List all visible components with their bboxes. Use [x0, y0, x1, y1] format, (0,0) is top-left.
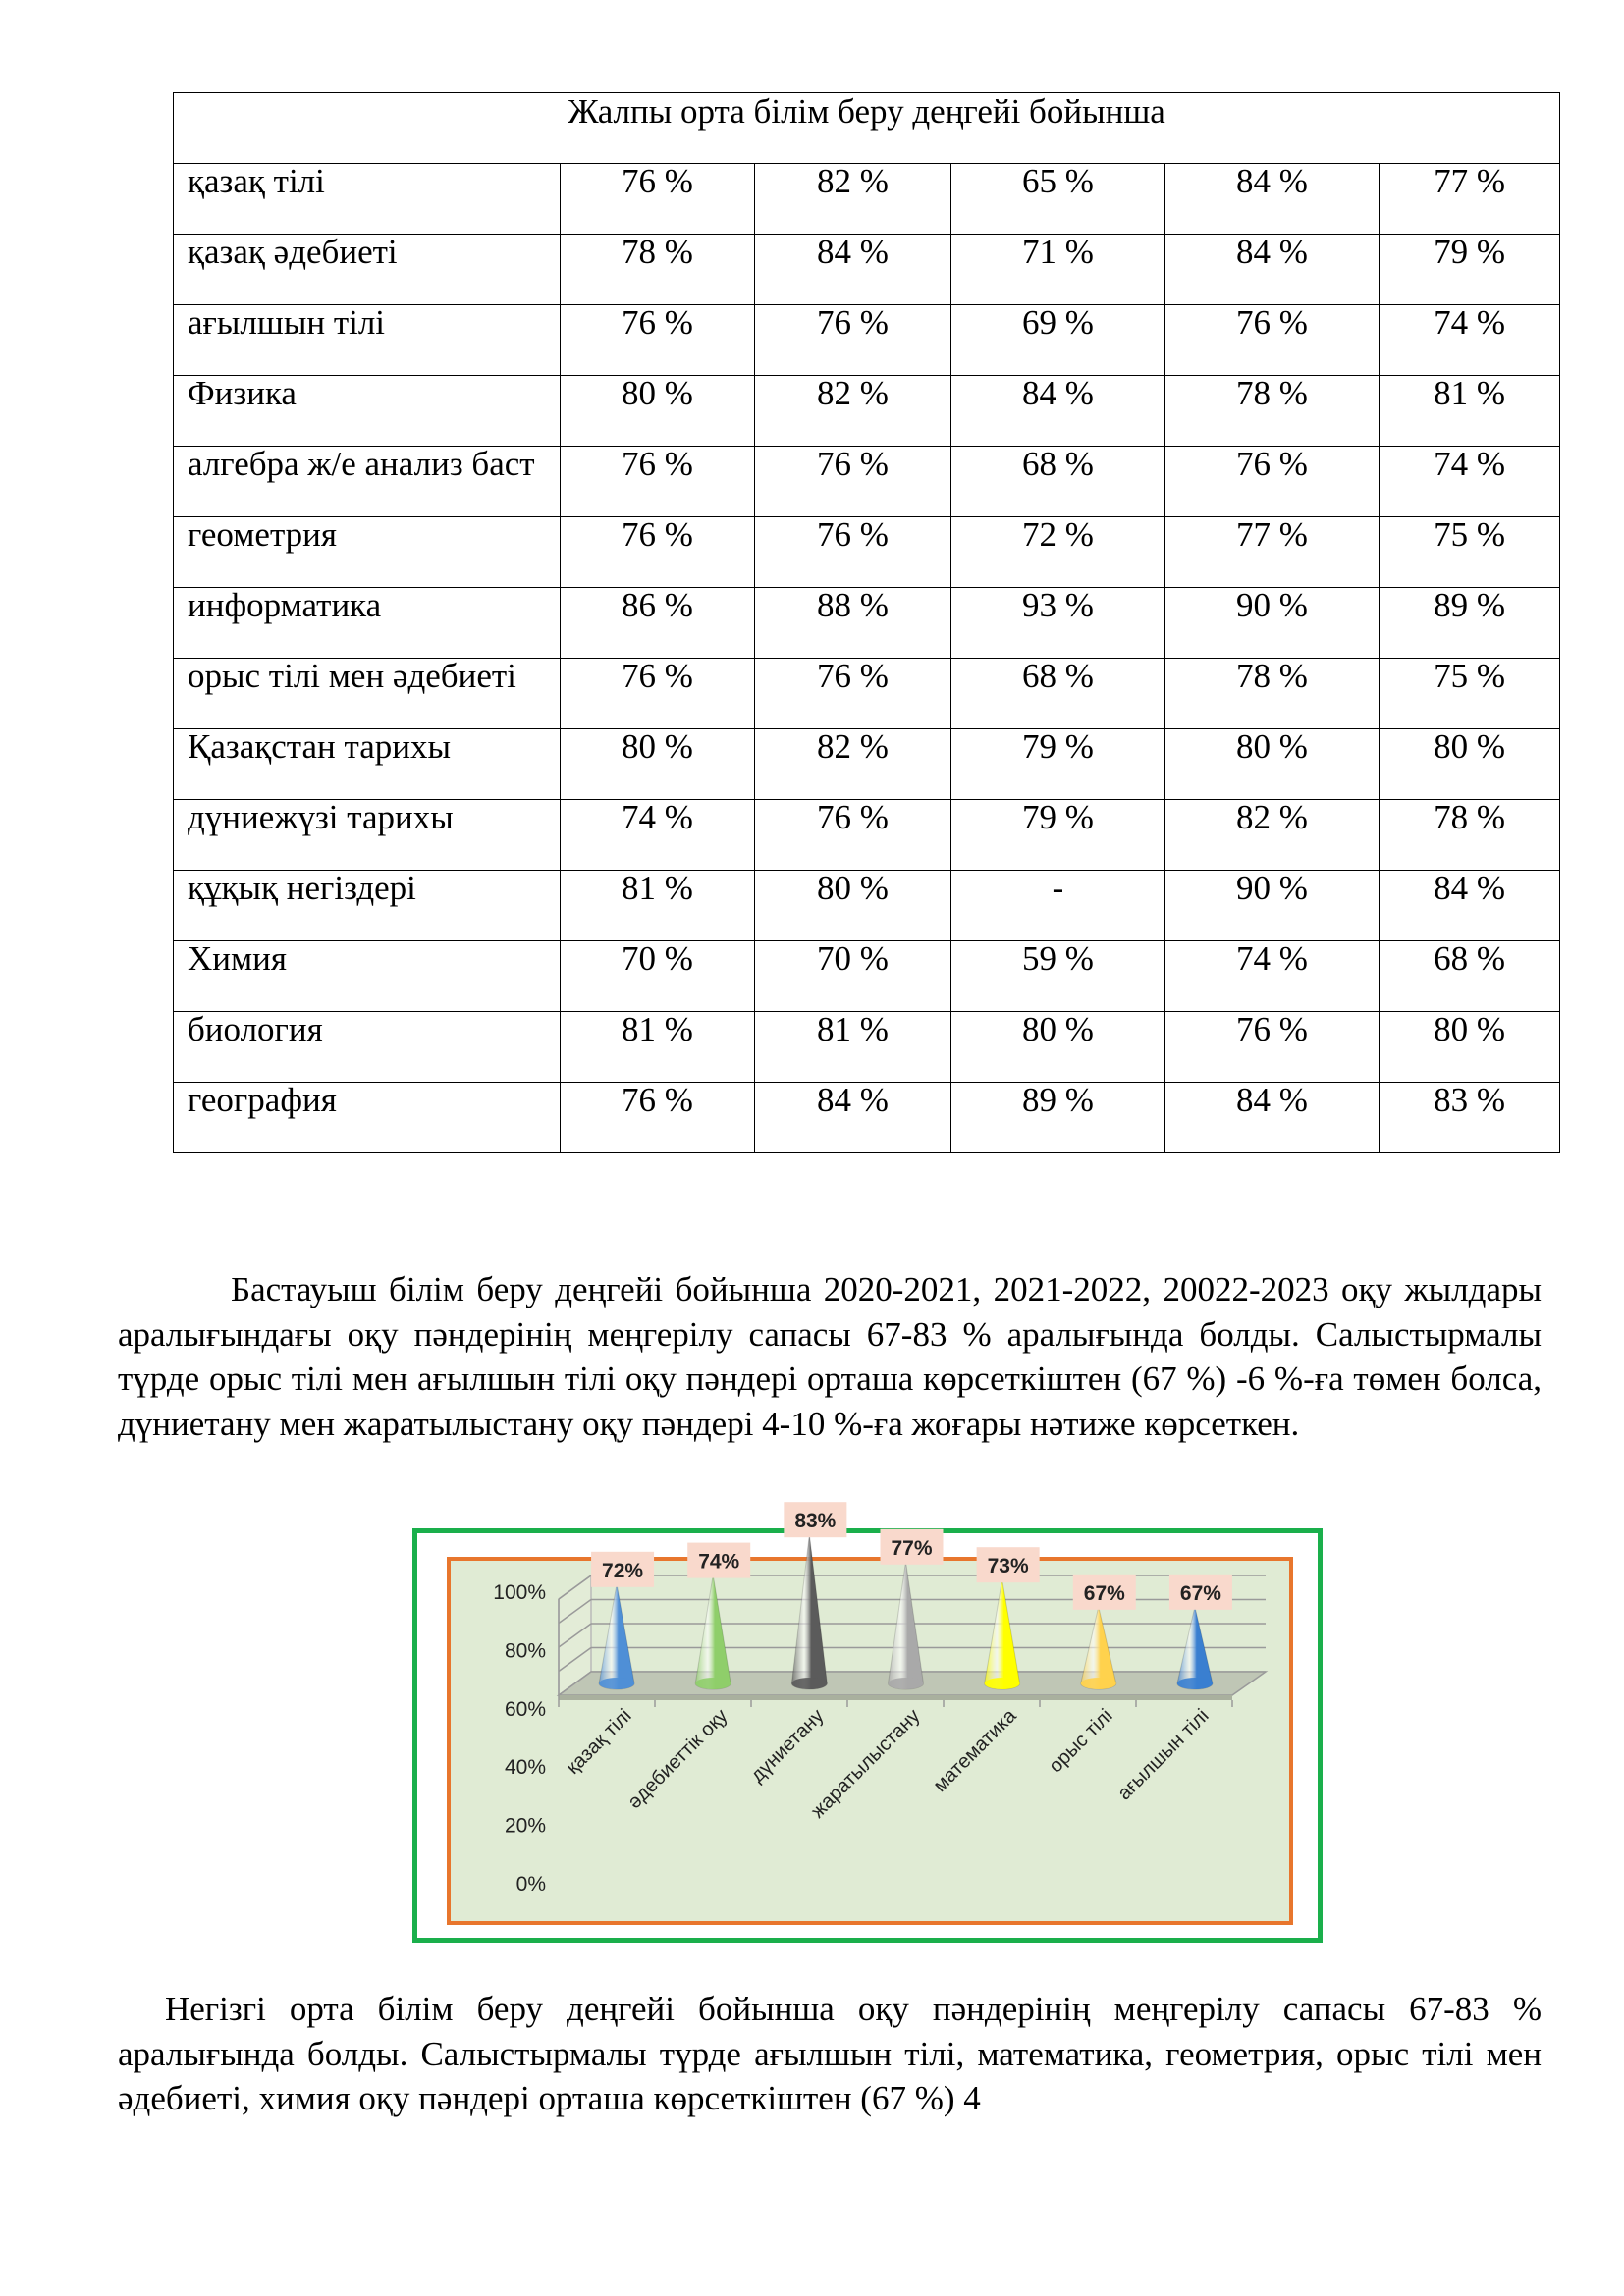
value-cell-1-text: 76 % [622, 1081, 693, 1119]
table-row [174, 164, 1560, 235]
value-cell-1 [561, 447, 755, 517]
subject-cell [174, 376, 561, 447]
value-cell-2 [755, 1012, 951, 1083]
subject-cell-text: дүниежүзі тарихы [188, 798, 454, 836]
value-cell-1 [561, 517, 755, 588]
value-cell-4-text: 82 % [1236, 798, 1308, 836]
value-cell-3-text: 68 % [1022, 445, 1094, 483]
subject-cell [174, 164, 561, 235]
value-cell-4 [1165, 517, 1380, 588]
data-label [977, 1547, 1040, 1582]
value-cell-1-text: 76 % [622, 657, 693, 695]
value-cell-3 [951, 659, 1165, 729]
data-label-text: 74% [698, 1550, 740, 1574]
value-cell-2 [755, 588, 951, 659]
subject-cell [174, 729, 561, 800]
cone-base [791, 1678, 827, 1689]
table-row [174, 659, 1560, 729]
value-cell-3 [951, 305, 1165, 376]
value-cell-2 [755, 729, 951, 800]
value-cell-5-text: 75 % [1434, 657, 1505, 695]
value-cell-4 [1165, 235, 1380, 305]
value-cell-1 [561, 1012, 755, 1083]
value-cell-2 [755, 800, 951, 871]
value-cell-2-text: 80 % [817, 869, 889, 907]
value-cell-1-text: 86 % [622, 586, 693, 624]
value-cell-5-text: 83 % [1434, 1081, 1505, 1119]
data-label [1169, 1575, 1232, 1610]
value-cell-5 [1380, 1012, 1560, 1083]
data-label [591, 1552, 654, 1587]
value-cell-4 [1165, 941, 1380, 1012]
value-cell-1 [561, 659, 755, 729]
data-label-text: 67% [1179, 1581, 1221, 1605]
category-label: қазақ тілі [562, 1704, 636, 1779]
cone-base [985, 1678, 1020, 1689]
subject-cell [174, 588, 561, 659]
value-cell-1-text: 80 % [622, 374, 693, 412]
subject-cell-text: Химия [188, 939, 287, 978]
subject-cell-text: ағылшын тілі [188, 303, 386, 342]
value-cell-1-text: 81 % [622, 869, 693, 907]
subject-cell [174, 305, 561, 376]
category-label: ағылшын тілі [1113, 1704, 1214, 1805]
value-cell-4-text: 84 % [1236, 162, 1308, 200]
value-cell-2 [755, 447, 951, 517]
value-cell-5-text: 68 % [1434, 939, 1505, 978]
cone-base [1177, 1678, 1213, 1689]
value-cell-5 [1380, 447, 1560, 517]
value-cell-2 [755, 517, 951, 588]
value-cell-4 [1165, 588, 1380, 659]
subject-cell-text: орыс тілі мен әдебиеті [188, 657, 516, 695]
table-row [174, 871, 1560, 941]
subject-cell-text: құқық негіздері [188, 869, 416, 907]
value-cell-1 [561, 729, 755, 800]
value-cell-2-text: 76 % [817, 303, 889, 342]
cone-base [695, 1678, 731, 1689]
value-cell-2-text: 88 % [817, 586, 889, 624]
table-row [174, 376, 1560, 447]
value-cell-5 [1380, 517, 1560, 588]
value-cell-3 [951, 1083, 1165, 1153]
value-cell-5-text: 84 % [1434, 869, 1505, 907]
value-cell-3-text: 65 % [1022, 162, 1094, 200]
value-cell-4-text: 90 % [1236, 586, 1308, 624]
value-cell-1-text: 76 % [622, 162, 693, 200]
value-cell-5-text: 75 % [1434, 515, 1505, 554]
table-row [174, 1083, 1560, 1153]
value-cell-4 [1165, 800, 1380, 871]
table-header-row [174, 93, 1560, 164]
value-cell-1 [561, 235, 755, 305]
value-cell-2 [755, 376, 951, 447]
data-label-text: 77% [891, 1536, 933, 1560]
cone-bar [889, 1562, 924, 1689]
data-label [687, 1543, 750, 1578]
value-cell-4 [1165, 1012, 1380, 1083]
subject-cell-text: қазақ тілі [188, 162, 325, 200]
value-cell-5-text: 80 % [1434, 1010, 1505, 1048]
y-tick-label: 80% [504, 1639, 546, 1663]
value-cell-4-text: 78 % [1236, 657, 1308, 695]
value-cell-2 [755, 659, 951, 729]
value-cell-5 [1380, 305, 1560, 376]
value-cell-5 [1380, 941, 1560, 1012]
value-cell-4 [1165, 1083, 1380, 1153]
value-cell-3 [951, 1012, 1165, 1083]
table-row [174, 1012, 1560, 1083]
cone-body [695, 1575, 731, 1689]
category-label: математика [929, 1704, 1021, 1797]
value-cell-3-text: 80 % [1022, 1010, 1094, 1048]
value-cell-2-text: 82 % [817, 727, 889, 766]
value-cell-3-text: - [1052, 869, 1064, 907]
value-cell-4-text: 78 % [1236, 374, 1308, 412]
value-cell-4-text: 76 % [1236, 445, 1308, 483]
value-cell-1 [561, 1083, 755, 1153]
value-cell-3 [951, 588, 1165, 659]
table-row [174, 305, 1560, 376]
subject-cell [174, 517, 561, 588]
value-cell-5 [1380, 376, 1560, 447]
table-row [174, 517, 1560, 588]
subject-cell-text: биология [188, 1010, 323, 1048]
cone-bar [985, 1579, 1020, 1689]
table-row [174, 588, 1560, 659]
value-cell-3 [951, 800, 1165, 871]
value-cell-1 [561, 871, 755, 941]
subject-cell [174, 659, 561, 729]
value-cell-4 [1165, 376, 1380, 447]
y-tick-label: 0% [515, 1873, 546, 1896]
chart-floor-edge [559, 1695, 1232, 1700]
y-tick-label: 60% [504, 1697, 546, 1721]
value-cell-5 [1380, 1083, 1560, 1153]
data-label [1073, 1575, 1136, 1610]
value-cell-5-text: 77 % [1434, 162, 1505, 200]
category-label: орыс тілі [1045, 1704, 1117, 1778]
value-cell-4 [1165, 164, 1380, 235]
value-cell-1-text: 76 % [622, 445, 693, 483]
table-row [174, 941, 1560, 1012]
subject-cell [174, 447, 561, 517]
value-cell-3 [951, 871, 1165, 941]
value-cell-4-text: 76 % [1236, 303, 1308, 342]
cone-body [889, 1562, 924, 1689]
cone-base [599, 1678, 634, 1689]
value-cell-4 [1165, 305, 1380, 376]
category-label: әдебиеттік оқу [623, 1704, 732, 1814]
value-cell-2-text: 81 % [817, 1010, 889, 1048]
cone-base [889, 1678, 924, 1689]
value-cell-4-text: 77 % [1236, 515, 1308, 554]
value-cell-5-text: 89 % [1434, 586, 1505, 624]
cone-body [985, 1579, 1020, 1689]
data-label-text: 67% [1083, 1581, 1125, 1605]
value-cell-2-text: 84 % [817, 233, 889, 271]
category-label: дүниетану [746, 1704, 829, 1788]
value-cell-2-text: 76 % [817, 657, 889, 695]
subject-cell-text: Қазақстан тарихы [188, 727, 452, 766]
value-cell-3-text: 71 % [1022, 233, 1094, 271]
value-cell-5-text: 79 % [1434, 233, 1505, 271]
data-label-text: 83% [794, 1510, 837, 1533]
value-cell-3 [951, 517, 1165, 588]
value-cell-3-text: 59 % [1022, 939, 1094, 978]
value-cell-1-text: 78 % [622, 233, 693, 271]
subject-cell [174, 941, 561, 1012]
subject-cell [174, 235, 561, 305]
value-cell-1-text: 80 % [622, 727, 693, 766]
subject-cell-text: информатика [188, 586, 382, 624]
value-cell-2 [755, 941, 951, 1012]
value-cell-1-text: 70 % [622, 939, 693, 978]
value-cell-1 [561, 941, 755, 1012]
value-cell-2 [755, 235, 951, 305]
cone-base [1081, 1678, 1116, 1689]
value-cell-1 [561, 588, 755, 659]
value-cell-5-text: 74 % [1434, 445, 1505, 483]
value-cell-5 [1380, 235, 1560, 305]
y-axis-ticks [493, 1581, 546, 1896]
y-tick-label: 40% [504, 1756, 546, 1780]
table-row [174, 235, 1560, 305]
subject-cell [174, 1012, 561, 1083]
value-cell-2-text: 70 % [817, 939, 889, 978]
value-cell-3-text: 89 % [1022, 1081, 1094, 1119]
value-cell-4-text: 74 % [1236, 939, 1308, 978]
category-label: жаратылыстану [807, 1704, 925, 1823]
value-cell-4-text: 90 % [1236, 869, 1308, 907]
subject-cell-text: қазақ әдебиеті [188, 233, 398, 271]
subject-cell [174, 871, 561, 941]
data-label [784, 1502, 846, 1537]
value-cell-4-text: 80 % [1236, 727, 1308, 766]
value-cell-1 [561, 376, 755, 447]
value-cell-1-text: 76 % [622, 515, 693, 554]
subject-cell-text: Физика [188, 374, 297, 412]
value-cell-4 [1165, 729, 1380, 800]
table-row [174, 447, 1560, 517]
value-cell-2 [755, 305, 951, 376]
value-cell-3-text: 84 % [1022, 374, 1094, 412]
value-cell-5-text: 74 % [1434, 303, 1505, 342]
value-cell-3-text: 69 % [1022, 303, 1094, 342]
value-cell-5 [1380, 588, 1560, 659]
value-cell-3-text: 79 % [1022, 798, 1094, 836]
value-cell-2 [755, 1083, 951, 1153]
value-cell-2-text: 82 % [817, 162, 889, 200]
value-cell-3-text: 68 % [1022, 657, 1094, 695]
value-cell-1-text: 74 % [622, 798, 693, 836]
value-cell-5-text: 81 % [1434, 374, 1505, 412]
value-cell-5 [1380, 659, 1560, 729]
value-cell-3 [951, 729, 1165, 800]
value-cell-2-text: 76 % [817, 515, 889, 554]
value-cell-5 [1380, 800, 1560, 871]
table-row [174, 800, 1560, 871]
y-tick-label: 20% [504, 1814, 546, 1838]
value-cell-1-text: 76 % [622, 303, 693, 342]
value-cell-2-text: 82 % [817, 374, 889, 412]
paragraph-basic-level: Негізгі орта білім беру деңгейі бойынша оқу пәндерінің меңгерілу сапасы 67-83 % аралығында болды. Салыстырмалы түрде ағылшын тілі, математика, геометрия, орыс тілі мен әдебиеті, химия оқу пәндері орташа көрсеткіштен (67 %) 4 [118, 1990, 1542, 2117]
value-cell-1 [561, 164, 755, 235]
value-cell-5-text: 80 % [1434, 727, 1505, 766]
value-cell-4-text: 84 % [1236, 1081, 1308, 1119]
data-label-text: 73% [987, 1555, 1029, 1578]
results-table [173, 92, 1560, 1153]
x-axis-categories [563, 1704, 1214, 1822]
value-cell-5 [1380, 164, 1560, 235]
value-cell-5-text: 78 % [1434, 798, 1505, 836]
subject-cell-text: география [188, 1081, 337, 1119]
value-cell-3 [951, 447, 1165, 517]
subject-cell-text: алгебра ж/е анализ баст [188, 445, 535, 483]
value-cell-3 [951, 235, 1165, 305]
cone-bar [695, 1575, 731, 1689]
paragraph-primary-level: Бастауыш білім беру деңгейі бойынша 2020-2021, 2021-2022, 20022-2023 оқу жылдары аралығындағы оқу пәндерінің меңгерілу сапасы 67-83 % аралығында болды. Салыстырмалы түрде орыс тілі мен ағылшын тілі оқу пәндері орташа көрсеткіштен (67 %) -6 %-ға төмен болса, дүниетану мен жаратылыстану оқу пәндері 4-10 %-ға жоғары нәтиже көрсеткен. [118, 1270, 1542, 1443]
value-cell-2-text: 76 % [817, 445, 889, 483]
value-cell-2 [755, 164, 951, 235]
data-label [881, 1529, 944, 1565]
value-cell-1-text: 81 % [622, 1010, 693, 1048]
value-cell-4-text: 84 % [1236, 233, 1308, 271]
value-cell-5 [1380, 729, 1560, 800]
data-label-text: 72% [602, 1559, 644, 1582]
value-cell-3-text: 93 % [1022, 586, 1094, 624]
value-cell-3 [951, 941, 1165, 1012]
cone-bar-chart [451, 1510, 1289, 1921]
value-cell-3 [951, 164, 1165, 235]
value-cell-4 [1165, 447, 1380, 517]
value-cell-2 [755, 871, 951, 941]
value-cell-3 [951, 376, 1165, 447]
subject-cell-text: геометрия [188, 515, 337, 554]
value-cell-2-text: 76 % [817, 798, 889, 836]
table-row [174, 729, 1560, 800]
value-cell-3-text: 79 % [1022, 727, 1094, 766]
value-cell-2-text: 84 % [817, 1081, 889, 1119]
value-cell-5 [1380, 871, 1560, 941]
value-cell-4 [1165, 659, 1380, 729]
value-cell-1 [561, 305, 755, 376]
subject-cell [174, 800, 561, 871]
table-header: Жалпы орта білім беру деңгейі бойынша [174, 93, 1560, 164]
value-cell-1 [561, 800, 755, 871]
value-cell-4 [1165, 871, 1380, 941]
subject-cell [174, 1083, 561, 1153]
value-cell-4-text: 76 % [1236, 1010, 1308, 1048]
value-cell-3-text: 72 % [1022, 515, 1094, 554]
y-tick-label: 100% [493, 1581, 546, 1604]
